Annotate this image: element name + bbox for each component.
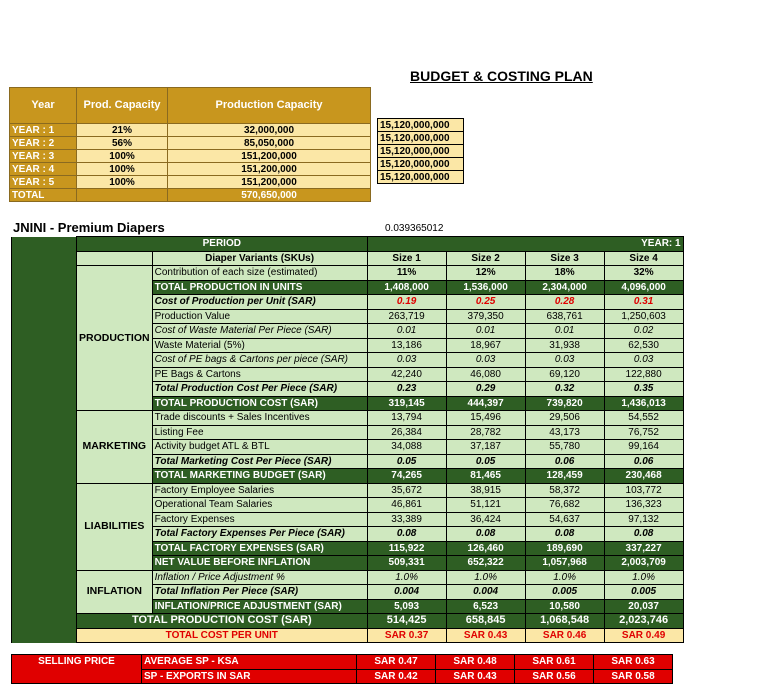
cell: 0.32	[525, 382, 604, 397]
total-capacity-cell: 570,650,000	[168, 189, 371, 202]
cell: 739,820	[525, 396, 604, 411]
cell: 0.29	[446, 382, 525, 397]
max-capacity-cell: 15,120,000,000	[378, 145, 464, 158]
pct-cell: 100%	[77, 150, 168, 163]
year-cell: YEAR : 4	[10, 163, 77, 176]
cell: 230,468	[604, 469, 683, 484]
row-label: Waste Material (5%)	[152, 338, 367, 353]
cell: 0.03	[604, 353, 683, 368]
cell: 55,780	[525, 440, 604, 455]
cell: 42,240	[367, 367, 446, 382]
cell: 1.0%	[367, 570, 446, 585]
total-cost-per-unit-row	[12, 628, 684, 643]
table-row	[12, 266, 684, 281]
capacity-row	[10, 163, 371, 176]
side-bar	[12, 237, 77, 643]
capacity-cell: 151,200,000	[168, 163, 371, 176]
cell: 34,088	[367, 440, 446, 455]
year-cell: YEAR : 5	[10, 176, 77, 189]
cell: SAR 0.63	[594, 655, 673, 670]
row-label: Trade discounts + Sales Incentives	[152, 411, 367, 426]
cell: 81,465	[446, 469, 525, 484]
section-title: JNINI - Premium Diapers	[13, 220, 165, 235]
cell: 54,552	[604, 411, 683, 426]
row-label: INFLATION/PRICE ADJUSTMENT (SAR)	[152, 599, 367, 614]
cell: 337,227	[604, 541, 683, 556]
cell: SAR 0.37	[367, 628, 446, 643]
cell: 74,265	[367, 469, 446, 484]
capacity-cell: 32,000,000	[168, 124, 371, 137]
capacity-total-row	[10, 189, 371, 202]
cell: 0.01	[525, 324, 604, 339]
row-label: Activity budget ATL & BTL	[152, 440, 367, 455]
cell: 51,121	[446, 498, 525, 513]
cell: 0.08	[446, 527, 525, 542]
year-cell: YEAR : 3	[10, 150, 77, 163]
cell: 4,096,000	[604, 280, 683, 295]
capacity-cell: 151,200,000	[168, 150, 371, 163]
row-label: Inflation / Price Adjustment %	[152, 570, 367, 585]
cell: 189,690	[525, 541, 604, 556]
cell: 652,322	[446, 556, 525, 571]
row-label: Cost of PE bags & Cartons per piece (SAR)	[152, 353, 367, 368]
costing-table	[11, 236, 684, 643]
pct-cell: 21%	[77, 124, 168, 137]
pct-cell: 100%	[77, 163, 168, 176]
page-title: BUDGET & COSTING PLAN	[410, 68, 593, 84]
cell: 0.004	[367, 585, 446, 600]
capacity-row	[10, 137, 371, 150]
cell: 12%	[446, 266, 525, 281]
cell: 0.35	[604, 382, 683, 397]
capacity-table	[9, 87, 371, 202]
size-header: Size 2	[446, 251, 525, 266]
sku-spacer	[77, 251, 153, 266]
total-pct-cell	[77, 189, 168, 202]
cell: 319,145	[367, 396, 446, 411]
cell: 6,523	[446, 599, 525, 614]
cell: 379,350	[446, 309, 525, 324]
cell: 43,173	[525, 425, 604, 440]
cell: 1.0%	[525, 570, 604, 585]
pct-cell: 100%	[77, 176, 168, 189]
cell: 0.08	[525, 527, 604, 542]
cell: 0.06	[604, 454, 683, 469]
capacity-cell: 85,050,000	[168, 137, 371, 150]
row-label: SP - EXPORTS IN SAR	[142, 669, 357, 684]
cell: 103,772	[604, 483, 683, 498]
cell: SAR 0.56	[515, 669, 594, 684]
size-header: Size 3	[525, 251, 604, 266]
cell: 0.06	[525, 454, 604, 469]
cell: SAR 0.58	[594, 669, 673, 684]
row-label: Factory Employee Salaries	[152, 483, 367, 498]
cell: 2,304,000	[525, 280, 604, 295]
cell: 1,536,000	[446, 280, 525, 295]
cell: 0.03	[367, 353, 446, 368]
table-row	[12, 570, 684, 585]
cell: 0.28	[525, 295, 604, 310]
cell: SAR 0.61	[515, 655, 594, 670]
cell: 0.23	[367, 382, 446, 397]
row-label: Operational Team Salaries	[152, 498, 367, 513]
cell: 97,132	[604, 512, 683, 527]
row-label: Cost of Production per Unit (SAR)	[152, 295, 367, 310]
cell: 58,372	[525, 483, 604, 498]
category-marketing: MARKETING	[77, 411, 153, 484]
cell: 0.01	[367, 324, 446, 339]
cell: 509,331	[367, 556, 446, 571]
cell: 99,164	[604, 440, 683, 455]
row-label: AVERAGE SP - KSA	[142, 655, 357, 670]
cell: 1,436,013	[604, 396, 683, 411]
total-production-cost-row	[12, 614, 684, 629]
row-label: NET VALUE BEFORE INFLATION	[152, 556, 367, 571]
year-header: Year	[10, 88, 77, 124]
cell: 263,719	[367, 309, 446, 324]
cell: 0.03	[446, 353, 525, 368]
production-capacity-header: Production Capacity	[168, 88, 371, 124]
cell: 1.0%	[604, 570, 683, 585]
cell: 0.31	[604, 295, 683, 310]
cell: 0.08	[367, 527, 446, 542]
cell: 62,530	[604, 338, 683, 353]
cell: 76,752	[604, 425, 683, 440]
cell: 38,915	[446, 483, 525, 498]
cell: SAR 0.49	[604, 628, 683, 643]
cell: 10,580	[525, 599, 604, 614]
cell: 1,057,968	[525, 556, 604, 571]
cell: 658,845	[446, 614, 525, 629]
selling-price-table	[11, 654, 673, 684]
year-label: YEAR: 1	[367, 237, 683, 252]
cell: 2,003,709	[604, 556, 683, 571]
row-label: Factory Expenses	[152, 512, 367, 527]
capacity-row	[10, 124, 371, 137]
cell: 1.0%	[446, 570, 525, 585]
max-capacity-cell: 15,120,000,000	[378, 158, 464, 171]
cell: SAR 0.46	[525, 628, 604, 643]
cell: 46,080	[446, 367, 525, 382]
row-label: Contribution of each size (estimated)	[152, 266, 367, 281]
cell: 0.19	[367, 295, 446, 310]
cell: 54,637	[525, 512, 604, 527]
row-label: TOTAL PRODUCTION COST (SAR)	[152, 396, 367, 411]
cell: 33,389	[367, 512, 446, 527]
cell: 35,672	[367, 483, 446, 498]
prod-capacity-pct-header: Prod. Capacity	[77, 88, 168, 124]
cell: 0.05	[367, 454, 446, 469]
cell: 5,093	[367, 599, 446, 614]
cell: 514,425	[367, 614, 446, 629]
year-cell: YEAR : 1	[10, 124, 77, 137]
cell: 29,506	[525, 411, 604, 426]
period-label: PERIOD	[77, 237, 368, 252]
max-capacity-cell: 15,120,000,000	[378, 119, 464, 132]
capacity-cell: 151,200,000	[168, 176, 371, 189]
cell: SAR 0.42	[357, 669, 436, 684]
cell: 0.25	[446, 295, 525, 310]
cell: SAR 0.43	[446, 628, 525, 643]
year-cell: YEAR : 2	[10, 137, 77, 150]
category-inflation: INFLATION	[77, 570, 153, 614]
row-label: TOTAL COST PER UNIT	[77, 628, 368, 643]
cell: 18%	[525, 266, 604, 281]
cell: 136,323	[604, 498, 683, 513]
cell: 36,424	[446, 512, 525, 527]
row-label: Total Production Cost Per Piece (SAR)	[152, 382, 367, 397]
row-label: PE Bags & Cartons	[152, 367, 367, 382]
row-label: TOTAL FACTORY EXPENSES (SAR)	[152, 541, 367, 556]
cell: 0.01	[446, 324, 525, 339]
factor-value: 0.039365012	[385, 223, 444, 234]
max-capacity-column	[377, 118, 464, 184]
cell: 0.03	[525, 353, 604, 368]
cell: 13,186	[367, 338, 446, 353]
cell: 11%	[367, 266, 446, 281]
row-label: TOTAL MARKETING BUDGET (SAR)	[152, 469, 367, 484]
cell: 76,682	[525, 498, 604, 513]
size-header: Size 1	[367, 251, 446, 266]
cell: 69,120	[525, 367, 604, 382]
sku-label: Diaper Variants (SKUs)	[152, 251, 367, 266]
row-label: TOTAL PRODUCTION COST (SAR)	[77, 614, 368, 629]
category-selling: SELLING PRICE	[12, 655, 142, 684]
row-label: Cost of Waste Material Per Piece (SAR)	[152, 324, 367, 339]
row-label: Total Marketing Cost Per Piece (SAR)	[152, 454, 367, 469]
pct-cell: 56%	[77, 137, 168, 150]
cell: SAR 0.47	[357, 655, 436, 670]
capacity-row	[10, 150, 371, 163]
cell: 13,794	[367, 411, 446, 426]
cell: 31,938	[525, 338, 604, 353]
cell: 126,460	[446, 541, 525, 556]
max-capacity-cell: 15,120,000,000	[378, 132, 464, 145]
cell: 444,397	[446, 396, 525, 411]
size-header: Size 4	[604, 251, 683, 266]
cell: 0.08	[604, 527, 683, 542]
cell: 1,408,000	[367, 280, 446, 295]
cell: 0.005	[525, 585, 604, 600]
cell: 32%	[604, 266, 683, 281]
row-label: Production Value	[152, 309, 367, 324]
cell: SAR 0.43	[436, 669, 515, 684]
cell: 26,384	[367, 425, 446, 440]
category-production: PRODUCTION	[77, 266, 153, 411]
cell: 0.05	[446, 454, 525, 469]
row-label: Total Inflation Per Piece (SAR)	[152, 585, 367, 600]
cell: 0.02	[604, 324, 683, 339]
cell: 46,861	[367, 498, 446, 513]
cell: 115,922	[367, 541, 446, 556]
row-label: TOTAL PRODUCTION IN UNITS	[152, 280, 367, 295]
table-row	[12, 411, 684, 426]
cell: 0.005	[604, 585, 683, 600]
cell: 2,023,746	[604, 614, 683, 629]
cell: 15,496	[446, 411, 525, 426]
max-capacity-cell: 15,120,000,000	[378, 171, 464, 184]
table-row	[12, 483, 684, 498]
category-liabilities: LIABILITIES	[77, 483, 153, 570]
row-label: Listing Fee	[152, 425, 367, 440]
cell: 0.004	[446, 585, 525, 600]
cell: 37,187	[446, 440, 525, 455]
cell: 28,782	[446, 425, 525, 440]
avg-sp-row	[12, 655, 673, 670]
cell: 1,250,603	[604, 309, 683, 324]
cell: 18,967	[446, 338, 525, 353]
cell: SAR 0.48	[436, 655, 515, 670]
capacity-row	[10, 176, 371, 189]
cell: 20,037	[604, 599, 683, 614]
cell: 122,880	[604, 367, 683, 382]
cell: 1,068,548	[525, 614, 604, 629]
total-label: TOTAL	[10, 189, 77, 202]
row-label: Total Factory Expenses Per Piece (SAR)	[152, 527, 367, 542]
cell: 638,761	[525, 309, 604, 324]
cell: 128,459	[525, 469, 604, 484]
